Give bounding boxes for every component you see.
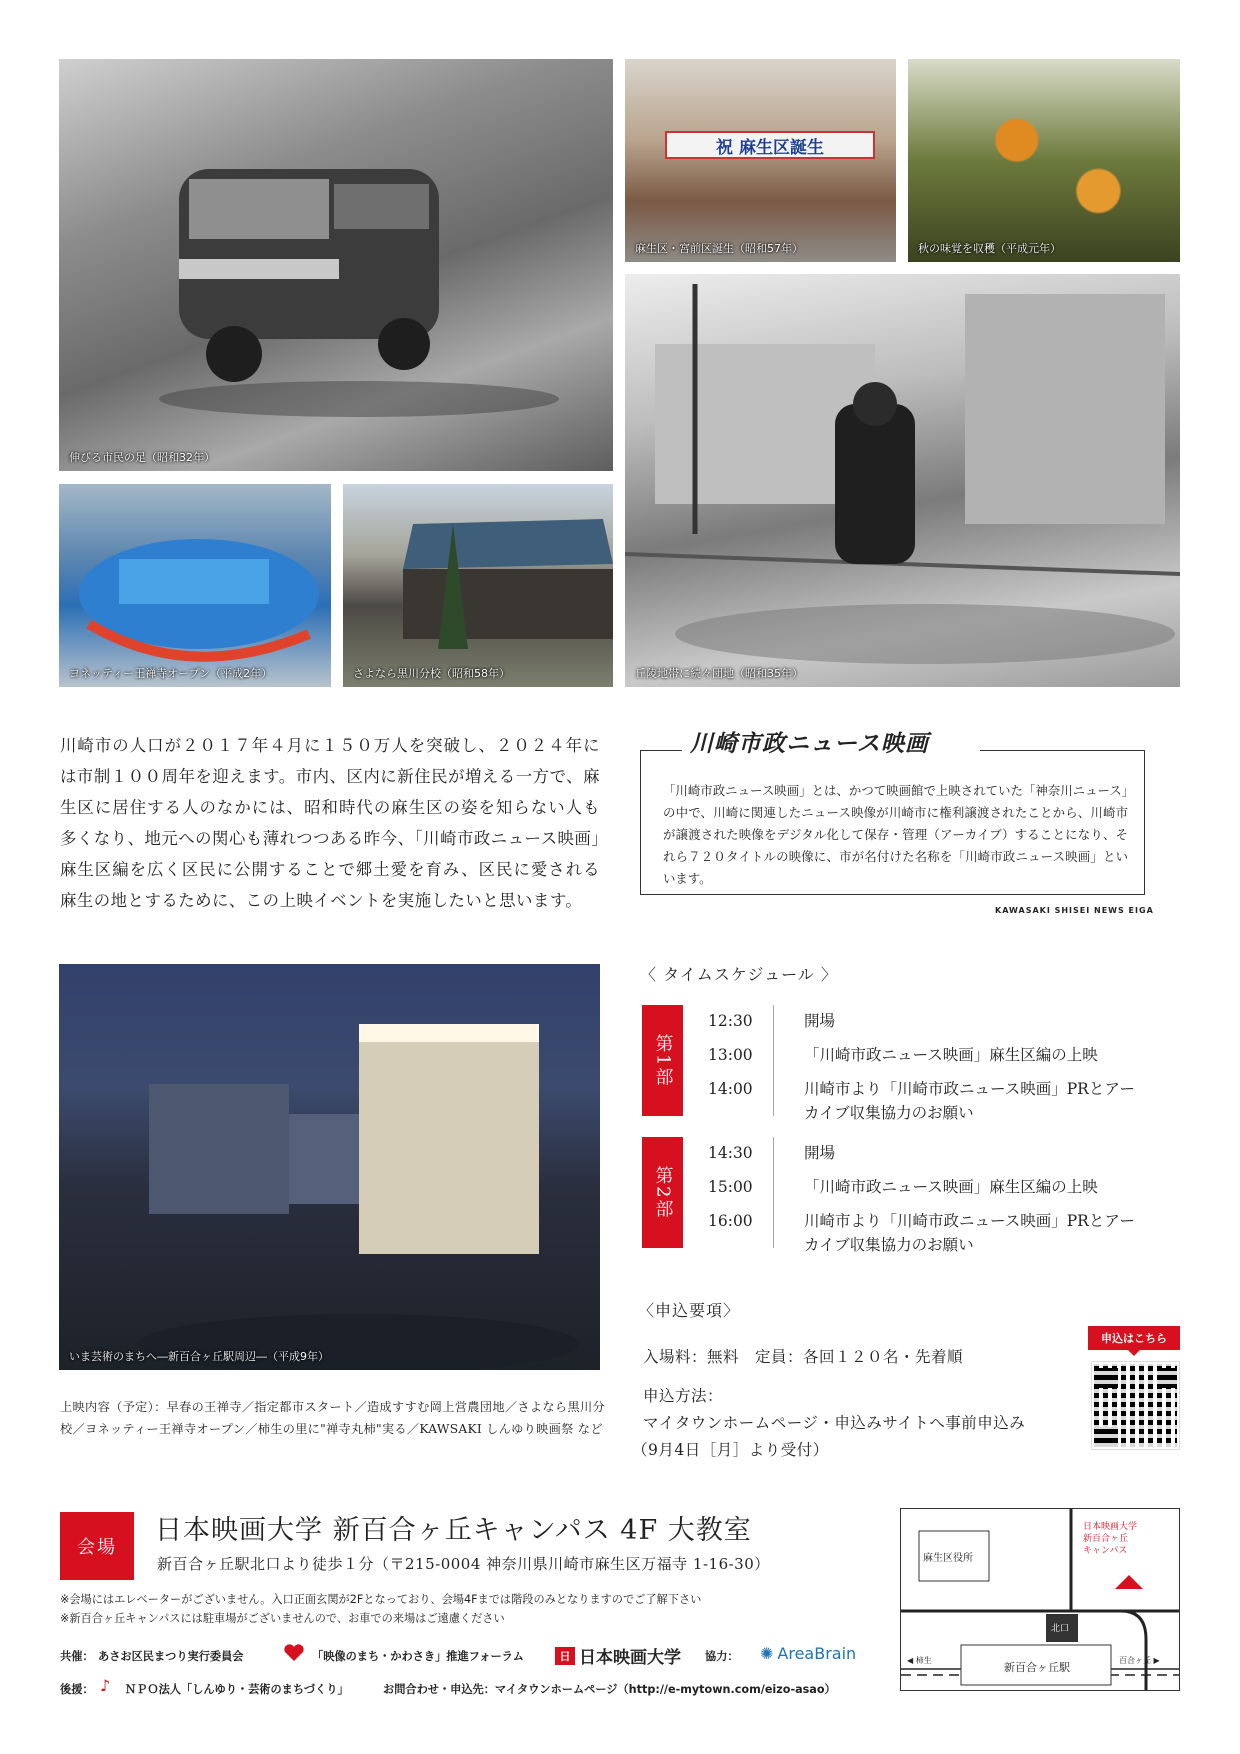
photo-pool	[59, 484, 331, 687]
schedule-heading: 〈 タイムスケジュール 〉	[640, 965, 838, 984]
map-direction-left: ◀ 柿生	[907, 1656, 932, 1665]
time-description: 開場	[804, 1012, 836, 1030]
map-university: 日本映画大学 新百合ヶ丘 キャンパス	[1083, 1522, 1138, 1556]
time-description: 開場	[804, 1144, 836, 1162]
photo-persimmon	[908, 59, 1180, 262]
support-label: 後援：	[60, 1683, 94, 1696]
news-film-title: 川崎市政ニュース映画	[690, 731, 929, 757]
time: 14:00	[708, 1080, 753, 1098]
apply-fee: 入場料：無料 定員：各回１２０名・先着順	[643, 1348, 964, 1366]
photo-asao-ward	[625, 59, 896, 262]
coop: AreaBrain	[777, 1644, 857, 1663]
news-film-description: 「川崎市政ニュース映画」とは、かつて映画館で上映されていた「神奈川ニュース」の中で、川崎に関連したニュース映像が川崎市に権利譲渡されたことから、川崎市が譲渡された映像をデジタル化して保存・管理（アーカイブ）することになり、それら７２０タイトルの映像に、市が名付けた名称を「川崎市政ニュース映画」といいます。	[663, 783, 1128, 886]
photo-danchi	[625, 274, 1180, 687]
time: 13:00	[708, 1046, 753, 1064]
map-north-exit: 北口	[1051, 1624, 1070, 1634]
photo-caption: 伸びる市民の足（昭和32年）	[69, 451, 215, 464]
photo-night-station	[59, 964, 600, 1370]
time: 16:00	[708, 1212, 753, 1230]
note-parking: ※新百合ヶ丘キャンパスには駐車場がございませんので、お車での来場はご遠慮ください	[60, 1612, 505, 1625]
schedule-divider	[773, 1137, 774, 1248]
qr-label: 申込はこちら	[1088, 1326, 1180, 1350]
support-org: ＮＰＯ法人「しんゆり・芸術のまちづくり」	[125, 1683, 349, 1696]
photo-caption: さよなら黒川分校（昭和58年）	[353, 667, 510, 680]
photo-caption: ヨネッティー王禅寺オープン（平成2年）	[69, 667, 273, 680]
map-station: 新百合ヶ丘駅	[1004, 1661, 1070, 1674]
venue-address: 新百合ヶ丘駅北口より徒歩１分（〒215-0004 神奈川県川崎市麻生区万福寺 1-16-30）	[157, 1555, 770, 1573]
photo-caption: 丘陵地帯に続々団地（昭和35年）	[635, 667, 803, 680]
photo-school	[343, 484, 613, 687]
photo-caption: 麻生区・宮前区誕生（昭和57年）	[635, 242, 803, 255]
host-1: あさお区民まつり実行委員会	[98, 1650, 244, 1663]
shinyuri-logo-icon: ♪	[100, 1676, 111, 1695]
venue-map	[900, 1508, 1180, 1691]
host-3: 日本映画大学	[579, 1648, 681, 1668]
time: 14:30	[708, 1144, 753, 1162]
areabrain-logo	[760, 1644, 856, 1663]
host-2: 「映像のまち・かわさき」推進フォーラム	[312, 1650, 524, 1663]
photo-bus	[59, 59, 613, 471]
screening-contents: 上映内容（予定）：早春の王禅寺／指定都市スタート／造成すすむ岡上営農団地／さよなら黒川分校／ヨネッティー王禅寺オープン／柿生の里に"禅寺丸柿"実る／KAWSAKI しんゆり映画祭 など	[60, 1400, 605, 1436]
intro-text: 川崎市の人口が２０１７年４月に１５０万人を突破し、２０２４年には市制１００周年を迎えます。市内、区内に新住民が増える一方で、麻生区に居住する人のなかには、昭和時代の麻生区の姿を知らない人も多くなり、地元への関心も薄れつつある昨今、「川崎市政ニュース映画」麻生区編を広く区民に公開することで郷土愛を育み、区民に愛される麻生の地とするために、この上映イベントを実施したいと思います。	[60, 736, 600, 910]
apply-heading: 〈申込要項〉	[638, 1301, 741, 1320]
note-elevator: ※会場にはエレベーターがございません。入口正面玄関が2Fとなっており、会場4Fまでは階段のみとなりますのでご了解下さい	[60, 1593, 702, 1606]
time: 12:30	[708, 1012, 753, 1030]
time: 15:00	[708, 1178, 753, 1196]
time-description: 「川崎市政ニュース映画」麻生区編の上映	[804, 1178, 1098, 1196]
time-description: 川崎市より「川崎市政ニュース映画」PRとアーカイブ収集協力のお願い	[804, 1212, 1135, 1254]
time-description: 川崎市より「川崎市政ニュース映画」PRとアーカイブ収集協力のお願い	[804, 1080, 1135, 1122]
photo-caption: 秋の味覚を収穫（平成元年）	[918, 242, 1061, 255]
qr-code-icon[interactable]	[1092, 1362, 1179, 1449]
photo-caption: いま芸術のまちへ―新百合ヶ丘駅周辺―（平成9年）	[69, 1350, 329, 1363]
host-label: 共催：	[60, 1650, 94, 1663]
areabrain-mark-icon: ✺	[760, 1644, 774, 1663]
part-1-tag: 第1部	[642, 1005, 683, 1116]
news-film-english: KAWASAKI SHISEI NEWS EIGA	[995, 906, 1154, 915]
time-description: 「川崎市政ニュース映画」麻生区編の上映	[804, 1046, 1098, 1064]
map-ward-office: 麻生区役所	[923, 1553, 973, 1564]
nihon-eiga-logo	[555, 1643, 681, 1668]
apply-method: マイタウンホームページ・申込みサイトへ事前申込み	[643, 1414, 1026, 1432]
coop-label: 協力：	[705, 1650, 739, 1663]
map-direction-right: 百合ヶ丘 ▶	[1119, 1656, 1160, 1665]
contact-info: お問合わせ・申込先：マイタウンホームページ（http://e-mytown.com/eizo-asao）	[383, 1683, 836, 1696]
venue-name: 日本映画大学 新百合ヶ丘キャンパス 4F 大教室	[155, 1515, 752, 1546]
part-2-tag: 第2部	[642, 1137, 683, 1248]
venue-tag: 会場	[60, 1512, 134, 1580]
apply-period: （9月4日［月］より受付）	[632, 1441, 829, 1459]
heart-icon	[283, 1644, 305, 1662]
banner-text: 祝 麻生区誕生	[665, 131, 875, 159]
nihon-eiga-mark-icon: 日	[555, 1647, 575, 1665]
schedule-divider	[773, 1005, 774, 1116]
apply-method-label: 申込方法：	[643, 1387, 724, 1405]
